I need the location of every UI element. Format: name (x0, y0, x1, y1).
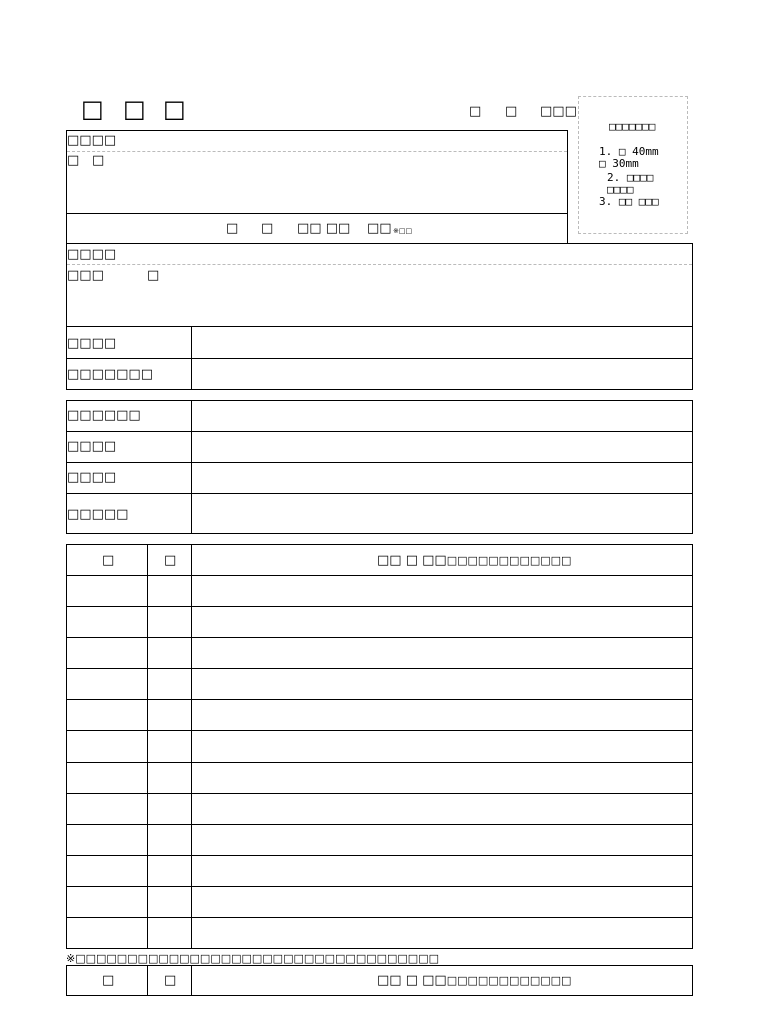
name-label-2: □ (92, 153, 105, 168)
info-divider-2 (66, 462, 693, 463)
table-row[interactable] (66, 794, 693, 823)
photo-line-5: 3. □□ □□□ (599, 195, 659, 208)
info-field-2[interactable] (193, 433, 690, 461)
photo-heading: □□□□□□□ (609, 120, 656, 133)
title-char-1: □ (81, 95, 104, 123)
info-label-2: □□□□ (67, 439, 117, 454)
address-furigana-divider (67, 264, 692, 265)
table-row[interactable] (66, 576, 693, 605)
address-field[interactable] (165, 268, 685, 322)
contact-label-1: □□□□ (67, 336, 117, 351)
table-row[interactable] (66, 918, 693, 947)
contact-field-1[interactable] (193, 328, 690, 357)
info-divider-1 (66, 431, 693, 432)
date-day-mark: □□□ (540, 104, 577, 119)
address-divider (66, 326, 693, 327)
table-row[interactable] (66, 763, 693, 792)
table-row[interactable] (66, 825, 693, 854)
history2-header-main: □□ □ □□□□□□□□□□□□□□ (377, 973, 572, 988)
name-field[interactable] (120, 153, 560, 211)
address-furigana-field[interactable] (150, 245, 685, 263)
name-furigana-field[interactable] (150, 132, 560, 150)
table-row[interactable] (66, 887, 693, 916)
date-year-mark: □ (469, 104, 482, 119)
table-row[interactable] (66, 700, 693, 729)
history2-header-month: □ (164, 973, 177, 988)
title-char-2: □ (123, 95, 146, 123)
history-header-year: □ (102, 553, 115, 568)
history2-header-year: □ (102, 973, 115, 988)
address-label: □□□ (67, 268, 104, 283)
info-label-1: □□□□□□ (67, 408, 141, 423)
info-label-3: □□□□ (67, 470, 117, 485)
name-label-1: □ (67, 153, 80, 168)
table-row[interactable] (66, 638, 693, 667)
photo-line-2: □ 30mm (599, 157, 639, 170)
name-furigana-divider (67, 151, 567, 152)
info-divider-3 (66, 493, 693, 494)
history2-month-divider (191, 965, 192, 995)
info-field-4[interactable] (193, 495, 690, 532)
date-month-mark: □ (505, 104, 518, 119)
table-row[interactable] (66, 856, 693, 885)
birth-mark-d: □□ (367, 221, 392, 236)
contact-divider (66, 358, 693, 359)
birth-note: ※□□ (393, 227, 413, 235)
photo-line-1: 1. □ 40mm (599, 145, 659, 158)
address-furigana-label: □□□□ (67, 247, 117, 262)
contact-field-2[interactable] (193, 360, 690, 388)
contact-column-divider (191, 326, 192, 389)
photo-area[interactable] (578, 96, 688, 234)
info-column-divider (191, 400, 192, 533)
birth-mark-b: □ (261, 221, 274, 236)
birth-mark-c: □□ □□ (297, 221, 351, 236)
name-furigana-label: □□□□ (67, 133, 117, 148)
title-char-3: □ (163, 95, 186, 123)
photo-line-3: 2. □□□□ (607, 171, 654, 184)
info-field-1[interactable] (193, 402, 690, 430)
photo-line-4: □□□□ (607, 183, 634, 196)
history2-year-divider (147, 965, 148, 995)
name-birth-divider (66, 213, 568, 214)
table-row[interactable] (66, 731, 693, 760)
history-header-month: □ (164, 553, 177, 568)
history-header-main: □□ □ □□□□□□□□□□□□□□ (377, 553, 572, 568)
address-mark: □ (147, 268, 160, 283)
footnote: ※□□□□□□□□□□□□□□□□□□□□□□□□□□□□□□□□□□□ (66, 952, 439, 965)
table-row[interactable] (66, 607, 693, 636)
contact-label-2: □□□□□□□ (67, 367, 153, 382)
table-row[interactable] (66, 669, 693, 698)
info-field-3[interactable] (193, 464, 690, 492)
birth-mark-a: □ (226, 221, 239, 236)
info-label-4: □□□□□ (67, 507, 129, 522)
